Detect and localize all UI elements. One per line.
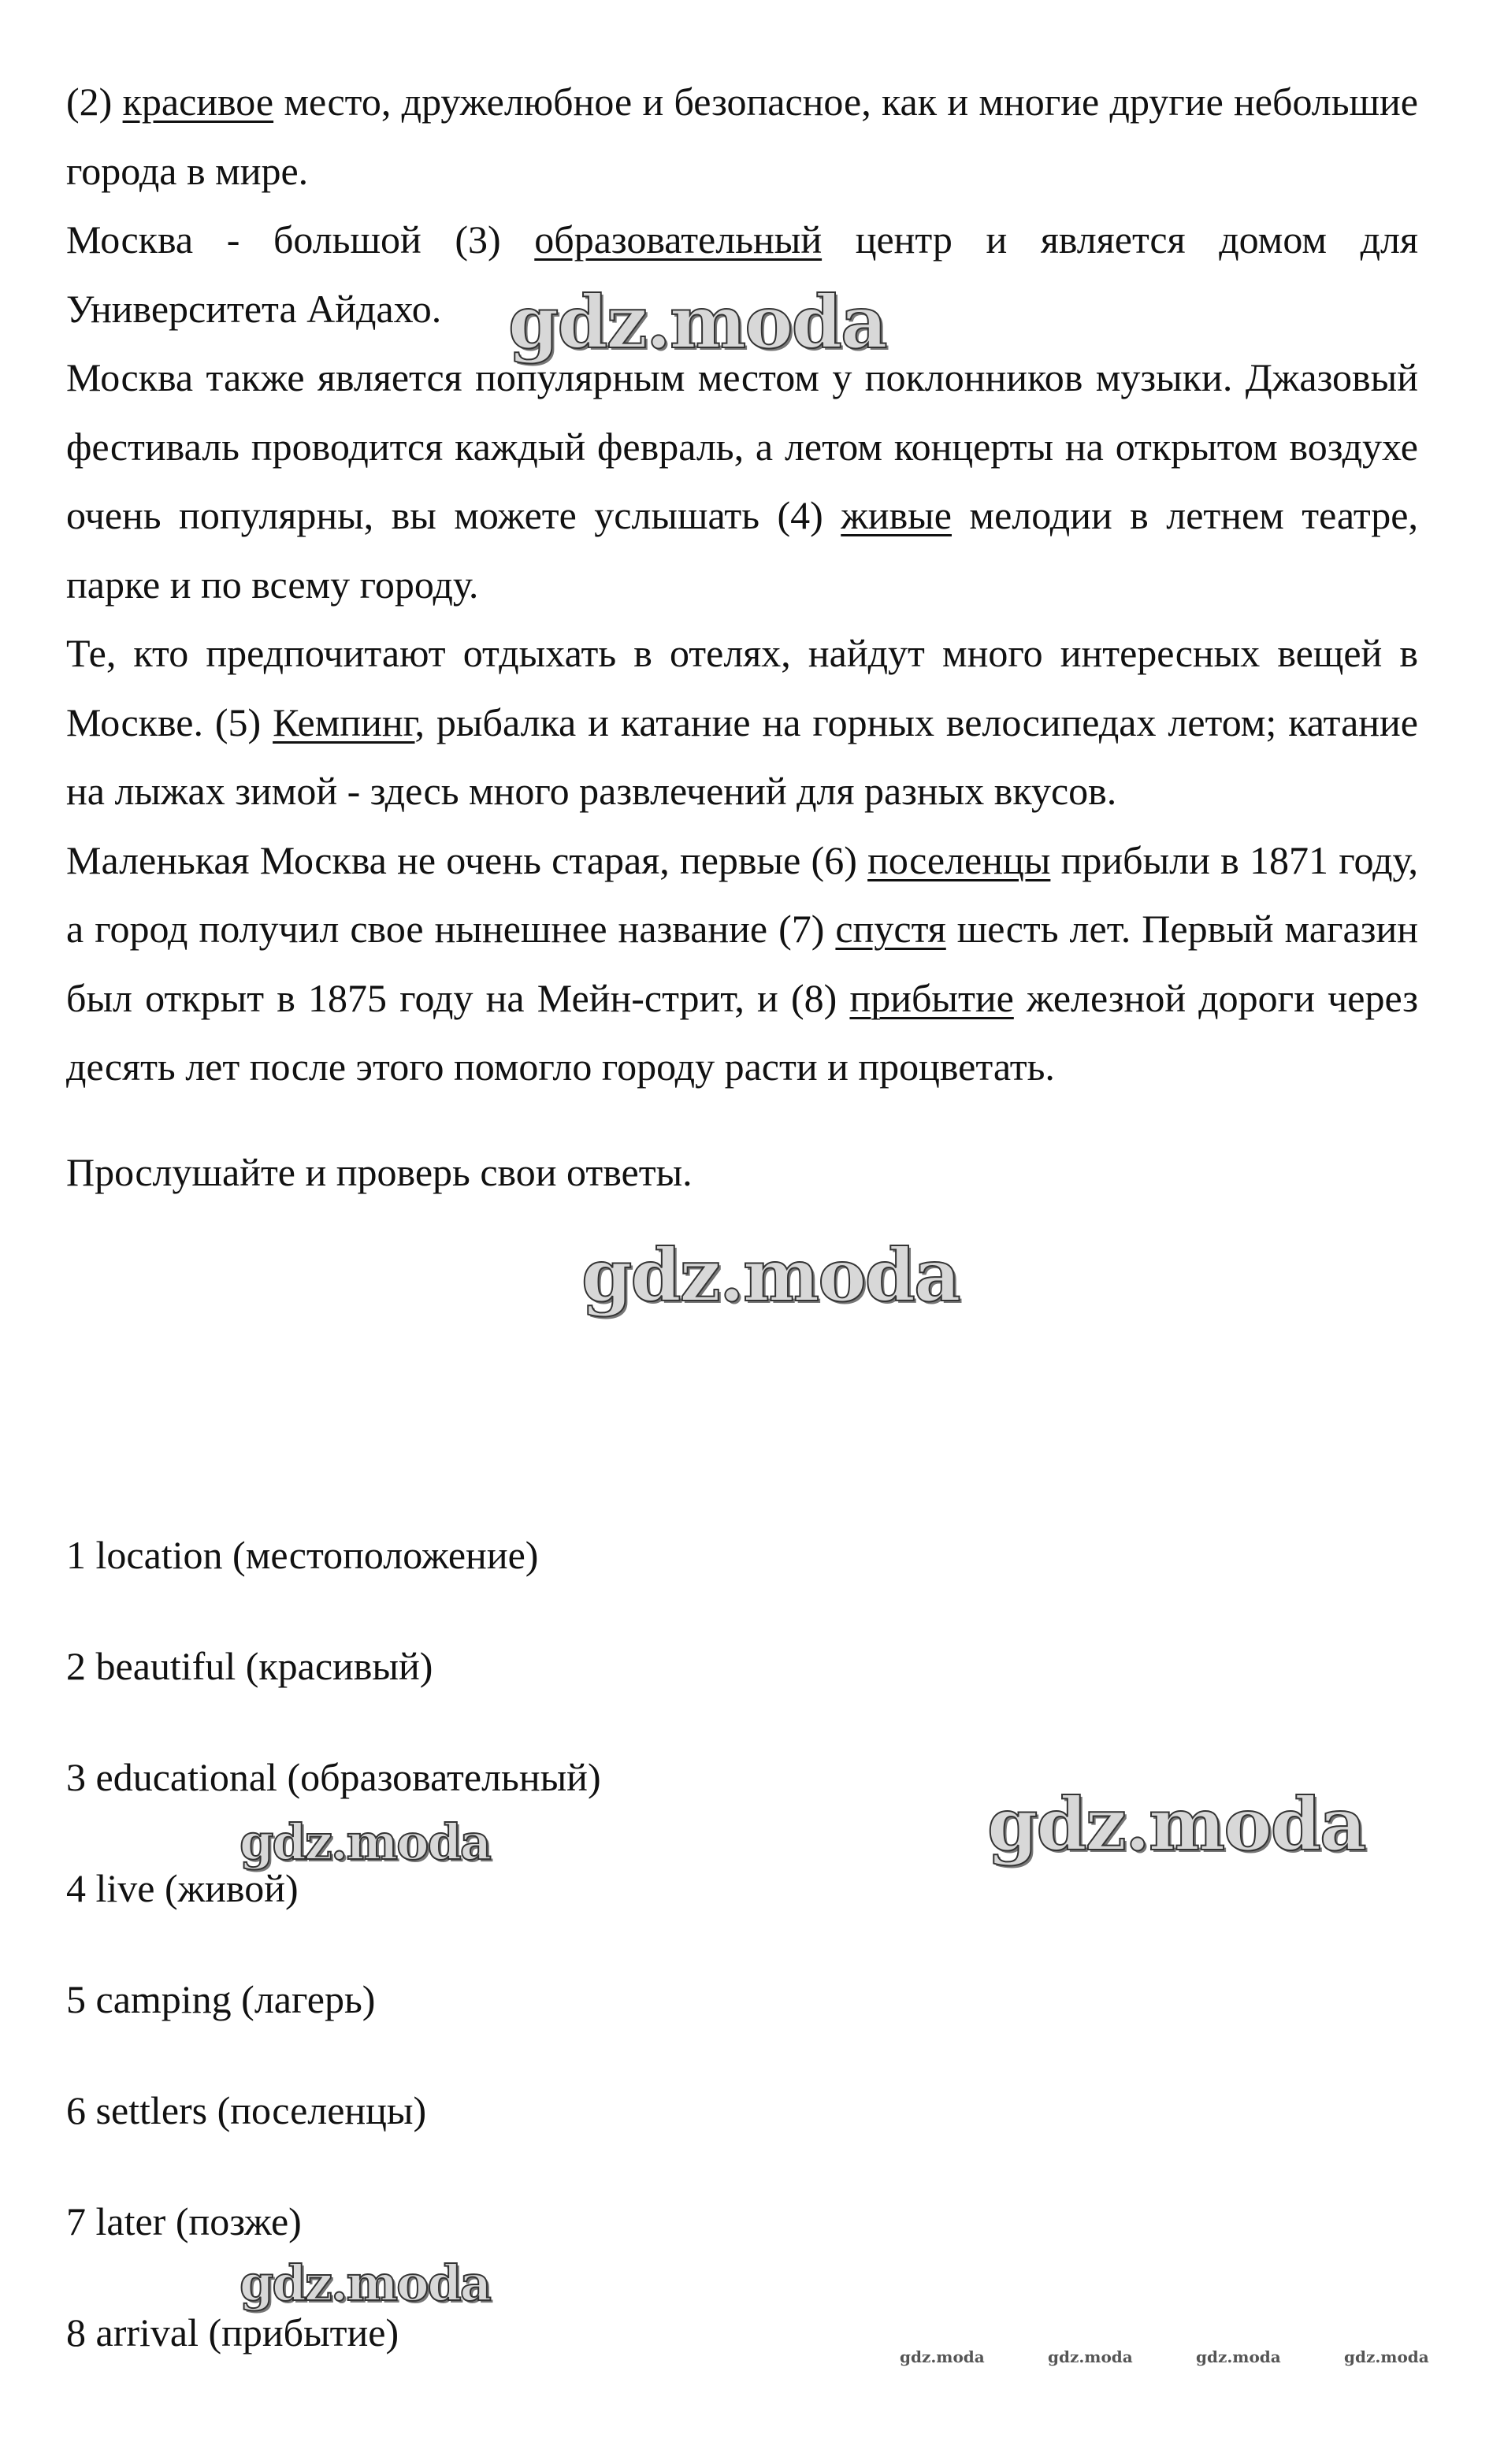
- answer-word: Кемпинг: [273, 699, 415, 744]
- paragraph-text: прибыли в 1871 году, а город получил свое нынешнее название (7): [66, 837, 1419, 951]
- exercise-text: [66, 68, 1418, 1102]
- answer-word: спустя: [835, 907, 946, 951]
- paragraph-text: Те, кто предпочитают отдыхать в отелях, найдут много интересных вещей в Москве. (5): [66, 631, 1418, 744]
- answer-word: красивое: [122, 80, 274, 124]
- watermark: gdz.moda: [900, 2347, 985, 2366]
- instruction-text: Прослушайте и проверь свои ответы.: [66, 1149, 693, 1194]
- paragraph-text: Москва также является популярным местом у поклонников музыки. Джазовый фестиваль проводится каждый февраль, а летом концерты на открытом воздухе очень популярны, вы можете услышать (4): [66, 355, 1418, 537]
- answer-word: поселенцы: [867, 837, 1051, 882]
- answer-item: 1 location (местоположение): [66, 1533, 539, 1577]
- paragraph-text: Маленькая Москва не очень старая, первые (6): [66, 837, 868, 882]
- watermark: gdz.moda: [1196, 2347, 1281, 2366]
- paragraph-text: , рыбалка и катание на горных велосипедах летом; катание на лыжах зимой - здесь много развлечений для разных вкусов.: [66, 699, 1418, 813]
- paragraph-text: железной дороги через десять лет после этого помогло городу расти и процветать.: [66, 975, 1419, 1089]
- watermark: gdz.moda: [1048, 2347, 1133, 2366]
- paragraph: [66, 619, 1418, 826]
- answer-item: 5 camping (лагерь): [66, 1977, 376, 2021]
- answer-item: 6 settlers (поселенцы): [66, 2088, 427, 2132]
- answer-item: 2 beautiful (красивый): [66, 1644, 433, 1688]
- answer-word: образовательный: [534, 217, 823, 262]
- answer-item: 8 arrival (прибытие): [66, 2310, 399, 2355]
- paragraph-text: мелодии в летнем театре, парке и по всему городу.: [66, 493, 1418, 607]
- watermark: gdz.moda: [240, 1813, 490, 1871]
- watermark: gdz.moda: [240, 2254, 490, 2312]
- watermark: gdz.moda: [1344, 2347, 1429, 2366]
- answer-list: [66, 1531, 1012, 2420]
- answer-item: 7 later (позже): [66, 2199, 302, 2243]
- paragraph: [66, 68, 1418, 206]
- paragraph-text: место, дружелюбное и безопасное, как и многие другие небольшие города в мире.: [66, 80, 1418, 193]
- answer-item: 3 educational (образовательный): [66, 1755, 601, 1799]
- watermark: gdz.moda: [581, 1233, 960, 1318]
- answer-word: прибытие: [849, 975, 1014, 1020]
- paragraph-text: Москва - большой (3): [66, 217, 535, 262]
- paragraph-text: (2): [66, 80, 123, 124]
- document-body: [66, 68, 1418, 1207]
- answer-word: живые: [841, 493, 952, 537]
- paragraph-text: шесть лет. Первый магазин был открыт в 1875 году на Мейн-стрит, и (8): [66, 907, 1418, 1020]
- paragraph-text: центр и является домом для Университета Айдахо.: [66, 217, 1419, 331]
- paragraph: [66, 826, 1418, 1102]
- answer-item: 4 live (живой): [66, 1866, 299, 1910]
- watermark: gdz.moda: [987, 1782, 1365, 1867]
- watermark: gdz.moda: [508, 280, 886, 365]
- paragraph: [66, 343, 1418, 619]
